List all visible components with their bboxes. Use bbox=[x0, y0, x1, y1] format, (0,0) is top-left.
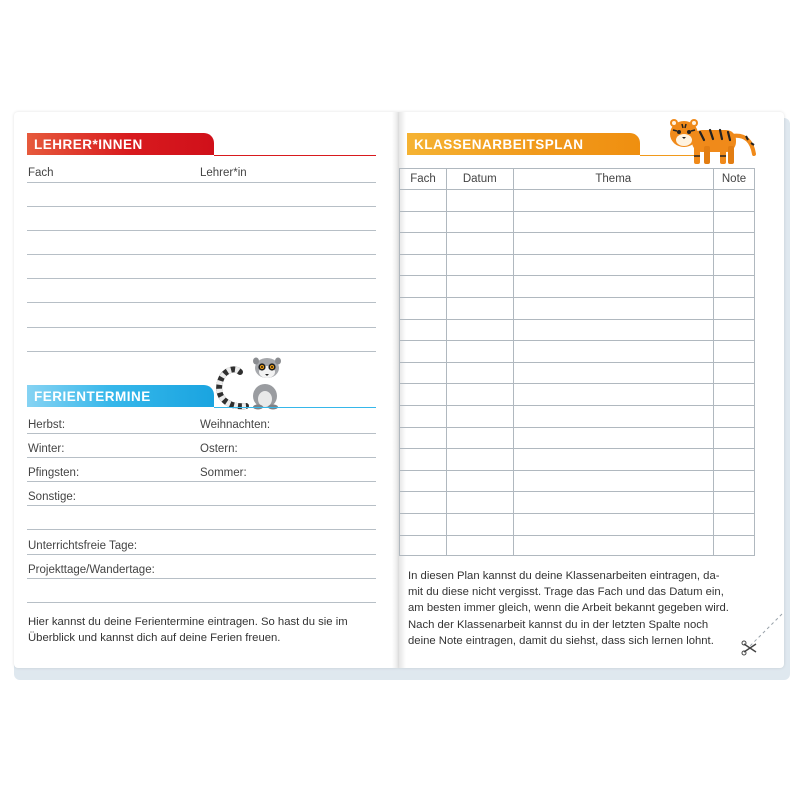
description-line: deine Note eintragen, damit du siehst, dass sich lernen lohnt. bbox=[408, 634, 714, 647]
description-line: am besten immer gleich, wenn die Arbeit bekannt gegeben wird. bbox=[408, 602, 729, 615]
description-line: mit du diese nicht vergisst. Trage das Fach und das Datum ein, bbox=[408, 586, 724, 599]
grade-cell[interactable] bbox=[714, 254, 755, 276]
holiday-line[interactable] bbox=[27, 505, 376, 506]
column-header-subject: Fach bbox=[400, 169, 447, 190]
table-row bbox=[400, 254, 755, 276]
scissors-icon bbox=[738, 612, 784, 658]
grade-cell[interactable] bbox=[714, 535, 755, 555]
table-row bbox=[400, 405, 755, 427]
table-row bbox=[400, 492, 755, 514]
table-row bbox=[400, 535, 755, 555]
date-cell[interactable] bbox=[447, 535, 513, 555]
date-cell[interactable] bbox=[447, 470, 513, 492]
table-row bbox=[400, 297, 755, 319]
teachers-banner bbox=[27, 133, 214, 155]
description-line: Nach der Klassenarbeit kannst du in der letzten Spalte noch bbox=[408, 618, 709, 631]
grade-cell[interactable] bbox=[714, 276, 755, 298]
subject-cell[interactable] bbox=[400, 470, 447, 492]
description-line: In diesen Plan kannst du deine Klassenarbeiten eintragen, da- bbox=[408, 570, 720, 582]
column-header-date: Datum bbox=[447, 169, 513, 190]
table-row bbox=[400, 470, 755, 492]
description-line: Überblick und kannst dich auf deine Ferien freuen. bbox=[28, 632, 281, 645]
description-line: Hier kannst du deine Ferientermine eintragen. So hast du sie im bbox=[28, 616, 348, 628]
holiday-line[interactable] bbox=[27, 433, 376, 434]
table-body bbox=[400, 190, 755, 556]
teacher-line[interactable] bbox=[27, 278, 376, 279]
christmas-label: Weihnachten: bbox=[200, 419, 271, 431]
table-row bbox=[400, 449, 755, 471]
topic-cell[interactable] bbox=[513, 341, 714, 363]
topic-cell[interactable] bbox=[513, 233, 714, 255]
school-free-days-label: Unterrichtsfreie Tage: bbox=[28, 540, 138, 552]
subject-cell[interactable] bbox=[400, 297, 447, 319]
subject-cell[interactable] bbox=[400, 341, 447, 363]
subject-cell[interactable] bbox=[400, 513, 447, 535]
topic-cell[interactable] bbox=[513, 535, 714, 555]
teacher-line[interactable] bbox=[27, 327, 376, 328]
topic-cell[interactable] bbox=[513, 190, 714, 212]
grade-cell[interactable] bbox=[714, 211, 755, 233]
holiday-line[interactable] bbox=[27, 481, 376, 482]
table-row bbox=[400, 341, 755, 363]
teachers-col-teacher: Lehrer*in bbox=[200, 167, 247, 179]
exam-plan-banner bbox=[407, 133, 640, 155]
exam-plan-description bbox=[408, 568, 756, 649]
table-row bbox=[400, 427, 755, 449]
topic-cell[interactable] bbox=[513, 362, 714, 384]
table-row bbox=[400, 276, 755, 298]
date-cell[interactable] bbox=[447, 211, 513, 233]
date-cell[interactable] bbox=[447, 513, 513, 535]
easter-label: Ostern: bbox=[200, 443, 238, 455]
topic-cell[interactable] bbox=[513, 384, 714, 406]
grade-cell[interactable] bbox=[714, 190, 755, 212]
subject-cell[interactable] bbox=[400, 405, 447, 427]
date-cell[interactable] bbox=[447, 319, 513, 341]
table-row bbox=[400, 384, 755, 406]
date-cell[interactable] bbox=[447, 254, 513, 276]
holidays-rule bbox=[214, 407, 376, 408]
whitsun-label: Pfingsten: bbox=[28, 467, 80, 479]
subject-cell[interactable] bbox=[400, 276, 447, 298]
autumn-label: Herbst: bbox=[28, 419, 66, 431]
table-row bbox=[400, 211, 755, 233]
date-cell[interactable] bbox=[447, 190, 513, 212]
teacher-line[interactable] bbox=[27, 206, 376, 207]
subject-cell[interactable] bbox=[400, 211, 447, 233]
table-header-row bbox=[400, 169, 755, 190]
holiday-line[interactable] bbox=[27, 529, 376, 530]
holiday-line[interactable] bbox=[27, 602, 376, 603]
date-cell[interactable] bbox=[447, 362, 513, 384]
grade-cell[interactable] bbox=[714, 319, 755, 341]
topic-cell[interactable] bbox=[513, 427, 714, 449]
holiday-line[interactable] bbox=[27, 578, 376, 579]
topic-cell[interactable] bbox=[513, 405, 714, 427]
project-days-label: Projekttage/Wandertage: bbox=[28, 564, 155, 576]
summer-label: Sommer: bbox=[200, 467, 247, 479]
grade-cell[interactable] bbox=[714, 513, 755, 535]
teacher-line[interactable] bbox=[27, 182, 376, 183]
winter-label: Winter: bbox=[28, 443, 65, 455]
grade-cell[interactable] bbox=[714, 362, 755, 384]
holidays-title: FERIENTERMINE bbox=[34, 389, 151, 404]
subject-cell[interactable] bbox=[400, 449, 447, 471]
date-cell[interactable] bbox=[447, 449, 513, 471]
date-cell[interactable] bbox=[447, 427, 513, 449]
topic-cell[interactable] bbox=[513, 211, 714, 233]
topic-cell[interactable] bbox=[513, 297, 714, 319]
grade-cell[interactable] bbox=[714, 427, 755, 449]
teachers-title: LEHRER*INNEN bbox=[34, 137, 143, 152]
teacher-line[interactable] bbox=[27, 254, 376, 255]
holidays-banner bbox=[27, 385, 214, 407]
teacher-line[interactable] bbox=[27, 230, 376, 231]
topic-cell[interactable] bbox=[513, 319, 714, 341]
subject-cell[interactable] bbox=[400, 362, 447, 384]
teacher-line[interactable] bbox=[27, 302, 376, 303]
subject-cell[interactable] bbox=[400, 233, 447, 255]
date-cell[interactable] bbox=[447, 233, 513, 255]
subject-cell[interactable] bbox=[400, 319, 447, 341]
subject-cell[interactable] bbox=[400, 492, 447, 514]
grade-cell[interactable] bbox=[714, 405, 755, 427]
teachers-col-subject: Fach bbox=[28, 167, 54, 179]
grade-cell[interactable] bbox=[714, 233, 755, 255]
grade-cell[interactable] bbox=[714, 492, 755, 514]
holidays-description bbox=[28, 614, 376, 646]
grade-cell[interactable] bbox=[714, 449, 755, 471]
date-cell[interactable] bbox=[447, 384, 513, 406]
topic-cell[interactable] bbox=[513, 513, 714, 535]
holiday-line[interactable] bbox=[27, 554, 376, 555]
teachers-rule bbox=[214, 155, 376, 156]
date-cell[interactable] bbox=[447, 276, 513, 298]
table-row bbox=[400, 319, 755, 341]
subject-cell[interactable] bbox=[400, 190, 447, 212]
topic-cell[interactable] bbox=[513, 276, 714, 298]
tiger-illustration bbox=[664, 116, 758, 168]
grade-cell[interactable] bbox=[714, 470, 755, 492]
subject-cell[interactable] bbox=[400, 384, 447, 406]
column-header-topic: Thema bbox=[513, 169, 714, 190]
teacher-line[interactable] bbox=[27, 351, 376, 352]
exam-plan-table bbox=[399, 168, 755, 556]
grade-cell[interactable] bbox=[714, 297, 755, 319]
exam-plan-title: KLASSENARBEITSPLAN bbox=[414, 137, 584, 152]
column-header-grade: Note bbox=[714, 169, 755, 190]
subject-cell[interactable] bbox=[400, 535, 447, 555]
table-row bbox=[400, 190, 755, 212]
subject-cell[interactable] bbox=[400, 254, 447, 276]
table-row bbox=[400, 362, 755, 384]
date-cell[interactable] bbox=[447, 405, 513, 427]
table-row bbox=[400, 513, 755, 535]
other-label: Sonstige: bbox=[28, 491, 76, 503]
holiday-line[interactable] bbox=[27, 457, 376, 458]
table-row bbox=[400, 233, 755, 255]
grade-cell[interactable] bbox=[714, 341, 755, 363]
topic-cell[interactable] bbox=[513, 492, 714, 514]
topic-cell[interactable] bbox=[513, 449, 714, 471]
grade-cell[interactable] bbox=[714, 384, 755, 406]
date-cell[interactable] bbox=[447, 341, 513, 363]
topic-cell[interactable] bbox=[513, 470, 714, 492]
lemur-illustration bbox=[212, 354, 288, 410]
date-cell[interactable] bbox=[447, 297, 513, 319]
topic-cell[interactable] bbox=[513, 254, 714, 276]
subject-cell[interactable] bbox=[400, 427, 447, 449]
date-cell[interactable] bbox=[447, 492, 513, 514]
